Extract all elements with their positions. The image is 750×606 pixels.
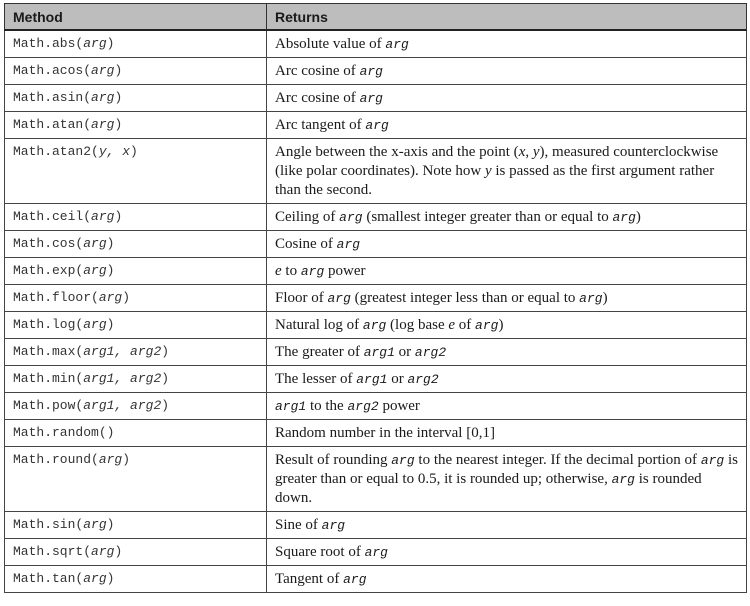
method-cell: Math.tan(arg) (5, 566, 267, 593)
method-args: arg1, arg2 (83, 398, 162, 413)
method-args: arg (98, 290, 123, 305)
description-text: Tangent of (275, 571, 344, 587)
description-text: to (281, 263, 301, 279)
emphasized-term: arg (365, 118, 389, 133)
method-cell: Math.atan(arg) (5, 112, 267, 139)
emphasized-term: arg1 (275, 399, 307, 414)
description-text: (greatest integer less than or equal to (350, 290, 580, 306)
header-row (5, 4, 747, 31)
method-name: Math.min (13, 371, 76, 386)
method-name: Math.random (13, 425, 99, 440)
method-args: arg (83, 36, 107, 51)
method-name: Math.exp (13, 263, 76, 278)
table-body (5, 30, 747, 593)
description-text: ) (498, 317, 504, 333)
table-row (5, 58, 747, 85)
emphasized-term: arg (612, 210, 636, 225)
table-row (5, 285, 747, 312)
description-text: Absolute value of (275, 36, 386, 52)
description-text: Result of rounding (275, 452, 392, 468)
emphasized-term: arg (359, 64, 383, 79)
description-text: is passed as the first argument rather than the second. (275, 163, 715, 198)
emphasized-term: arg1 (363, 345, 395, 360)
emphasized-term: e (275, 263, 282, 279)
method-cell: Math.pow(arg1, arg2) (5, 393, 267, 420)
method-cell: Math.exp(arg) (5, 258, 267, 285)
emphasized-term: arg (700, 453, 725, 468)
method-name: Math.tan (13, 571, 76, 586)
method-cell: Math.random() (5, 420, 267, 447)
description-text: or (387, 371, 408, 387)
emphasized-term: arg (343, 572, 367, 587)
description-text: Floor of (275, 290, 328, 306)
emphasized-term: arg2 (347, 399, 379, 414)
emphasized-term: x (518, 144, 526, 160)
returns-cell (267, 366, 747, 393)
description-text: ), measured counterclockwise (like polar coordinates). Note how (275, 144, 719, 179)
returns-cell (267, 139, 747, 204)
method-name: Math.max (13, 344, 76, 359)
method-name: Math.acos (13, 63, 84, 78)
emphasized-term: y (484, 163, 492, 179)
method-args: arg (83, 263, 107, 278)
returns-cell (267, 339, 747, 366)
method-cell: Math.asin(arg) (5, 85, 267, 112)
method-args: arg1, arg2 (83, 371, 162, 386)
method-cell: Math.min(arg1, arg2) (5, 366, 267, 393)
emphasized-term: arg (359, 91, 383, 106)
method-args: arg (83, 571, 107, 586)
returns-cell (267, 285, 747, 312)
returns-cell (267, 30, 747, 58)
method-cell: Math.cos(arg) (5, 231, 267, 258)
returns-cell (267, 312, 747, 339)
description-text: is rounded down. (275, 471, 702, 506)
method-name: Math.cos (13, 236, 76, 251)
description-text: Arc cosine of (275, 63, 360, 79)
description-text: Square root of (275, 544, 365, 560)
emphasized-term: y (532, 144, 540, 160)
emphasized-term: arg (579, 291, 603, 306)
method-cell: Math.max(arg1, arg2) (5, 339, 267, 366)
method-args: arg (91, 544, 115, 559)
description-text: The greater of (275, 344, 364, 360)
method-name: Math.log (13, 317, 76, 332)
method-name: Math.ceil (13, 209, 84, 224)
method-args: arg (83, 236, 107, 251)
method-name: Math.abs (13, 36, 76, 51)
method-cell: Math.floor(arg) (5, 285, 267, 312)
emphasized-term: arg (391, 453, 415, 468)
description-text: is greater than or equal to 0.5, it is rounded up; otherwise, (275, 452, 738, 487)
returns-cell (267, 85, 747, 112)
emphasized-term: arg (336, 237, 361, 252)
description-text: or (394, 344, 415, 360)
method-name: Math.pow (13, 398, 76, 413)
description-text: ) (635, 209, 641, 225)
table-row (5, 393, 747, 420)
description-text: of (455, 317, 476, 333)
method-args: arg (83, 517, 107, 532)
table-row (5, 112, 747, 139)
emphasized-term: arg (385, 37, 409, 52)
emphasized-term: arg (475, 318, 499, 333)
returns-cell (267, 447, 747, 512)
method-cell: Math.sqrt(arg) (5, 539, 267, 566)
description-text: to the nearest integer. If the decimal portion of (414, 452, 701, 468)
returns-cell (267, 258, 747, 285)
table-row (5, 447, 747, 512)
emphasized-term: arg (362, 318, 387, 333)
returns-column-header: Returns (267, 4, 747, 31)
emphasized-term: arg (611, 472, 635, 487)
method-args: y, x (98, 144, 131, 159)
emphasized-term: arg (364, 545, 388, 560)
returns-cell (267, 393, 747, 420)
method-cell: Math.sin(arg) (5, 512, 267, 539)
table-row (5, 566, 747, 593)
description-text: ) (602, 290, 608, 306)
returns-cell (267, 420, 747, 447)
description-text: Natural log of (275, 317, 363, 333)
table-header (5, 4, 747, 31)
emphasized-term: e (448, 317, 456, 333)
method-args: arg1, arg2 (83, 344, 162, 359)
returns-cell (267, 512, 747, 539)
math-methods-table (4, 3, 747, 593)
table-row (5, 85, 747, 112)
table-row (5, 258, 747, 285)
method-name: Math.round (13, 452, 92, 467)
returns-cell (267, 539, 747, 566)
returns-cell (267, 58, 747, 85)
emphasized-term: arg1 (356, 372, 388, 387)
method-cell: Math.atan2(y, x) (5, 139, 267, 204)
description-text: power (324, 263, 366, 279)
description-text: Arc cosine of (275, 90, 360, 106)
method-cell: Math.log(arg) (5, 312, 267, 339)
description-text: , (525, 144, 533, 160)
description-text: to the (306, 398, 348, 414)
method-name: Math.atan2 (13, 144, 92, 159)
description-text: (smallest integer greater than or equal to (362, 209, 613, 225)
table-row (5, 139, 747, 204)
returns-cell (267, 231, 747, 258)
table-row (5, 339, 747, 366)
method-cell: Math.abs(arg) (5, 30, 267, 58)
description-text: (log base (386, 317, 449, 333)
returns-cell (267, 112, 747, 139)
emphasized-term: arg2 (407, 372, 439, 387)
method-name: Math.floor (13, 290, 92, 305)
table-row (5, 366, 747, 393)
method-name: Math.atan (13, 117, 84, 132)
method-args: arg (98, 452, 123, 467)
emphasized-term: arg (327, 291, 351, 306)
method-args: arg (83, 317, 107, 332)
table-row (5, 539, 747, 566)
method-cell: Math.acos(arg) (5, 58, 267, 85)
method-cell: Math.round(arg) (5, 447, 267, 512)
description-text: power (378, 398, 420, 414)
description-text: The lesser of (275, 371, 357, 387)
method-args: arg (91, 117, 115, 132)
table-row (5, 30, 747, 58)
method-args: arg (91, 209, 115, 224)
description-text: Ceiling of (275, 209, 340, 225)
table-row (5, 512, 747, 539)
method-name: Math.sin (13, 517, 76, 532)
description-text: Cosine of (275, 236, 337, 252)
table-row (5, 312, 747, 339)
method-cell: Math.ceil(arg) (5, 204, 267, 231)
description-text: Sine of (275, 517, 322, 533)
method-name: Math.sqrt (13, 544, 84, 559)
table-row (5, 420, 747, 447)
method-args: arg (91, 63, 115, 78)
table-row (5, 231, 747, 258)
returns-cell (267, 204, 747, 231)
emphasized-term: arg (300, 264, 325, 279)
method-args: arg (91, 90, 115, 105)
method-name: Math.asin (13, 90, 84, 105)
description-text: Angle between the x-axis and the point ( (275, 144, 519, 160)
emphasized-term: arg (321, 518, 346, 533)
emphasized-term: arg2 (414, 345, 447, 360)
emphasized-term: arg (339, 210, 363, 225)
returns-cell (267, 566, 747, 593)
method-column-header: Method (5, 4, 267, 31)
description-text: Random number in the interval [0,1] (275, 425, 495, 441)
table-row (5, 204, 747, 231)
description-text: Arc tangent of (275, 117, 366, 133)
